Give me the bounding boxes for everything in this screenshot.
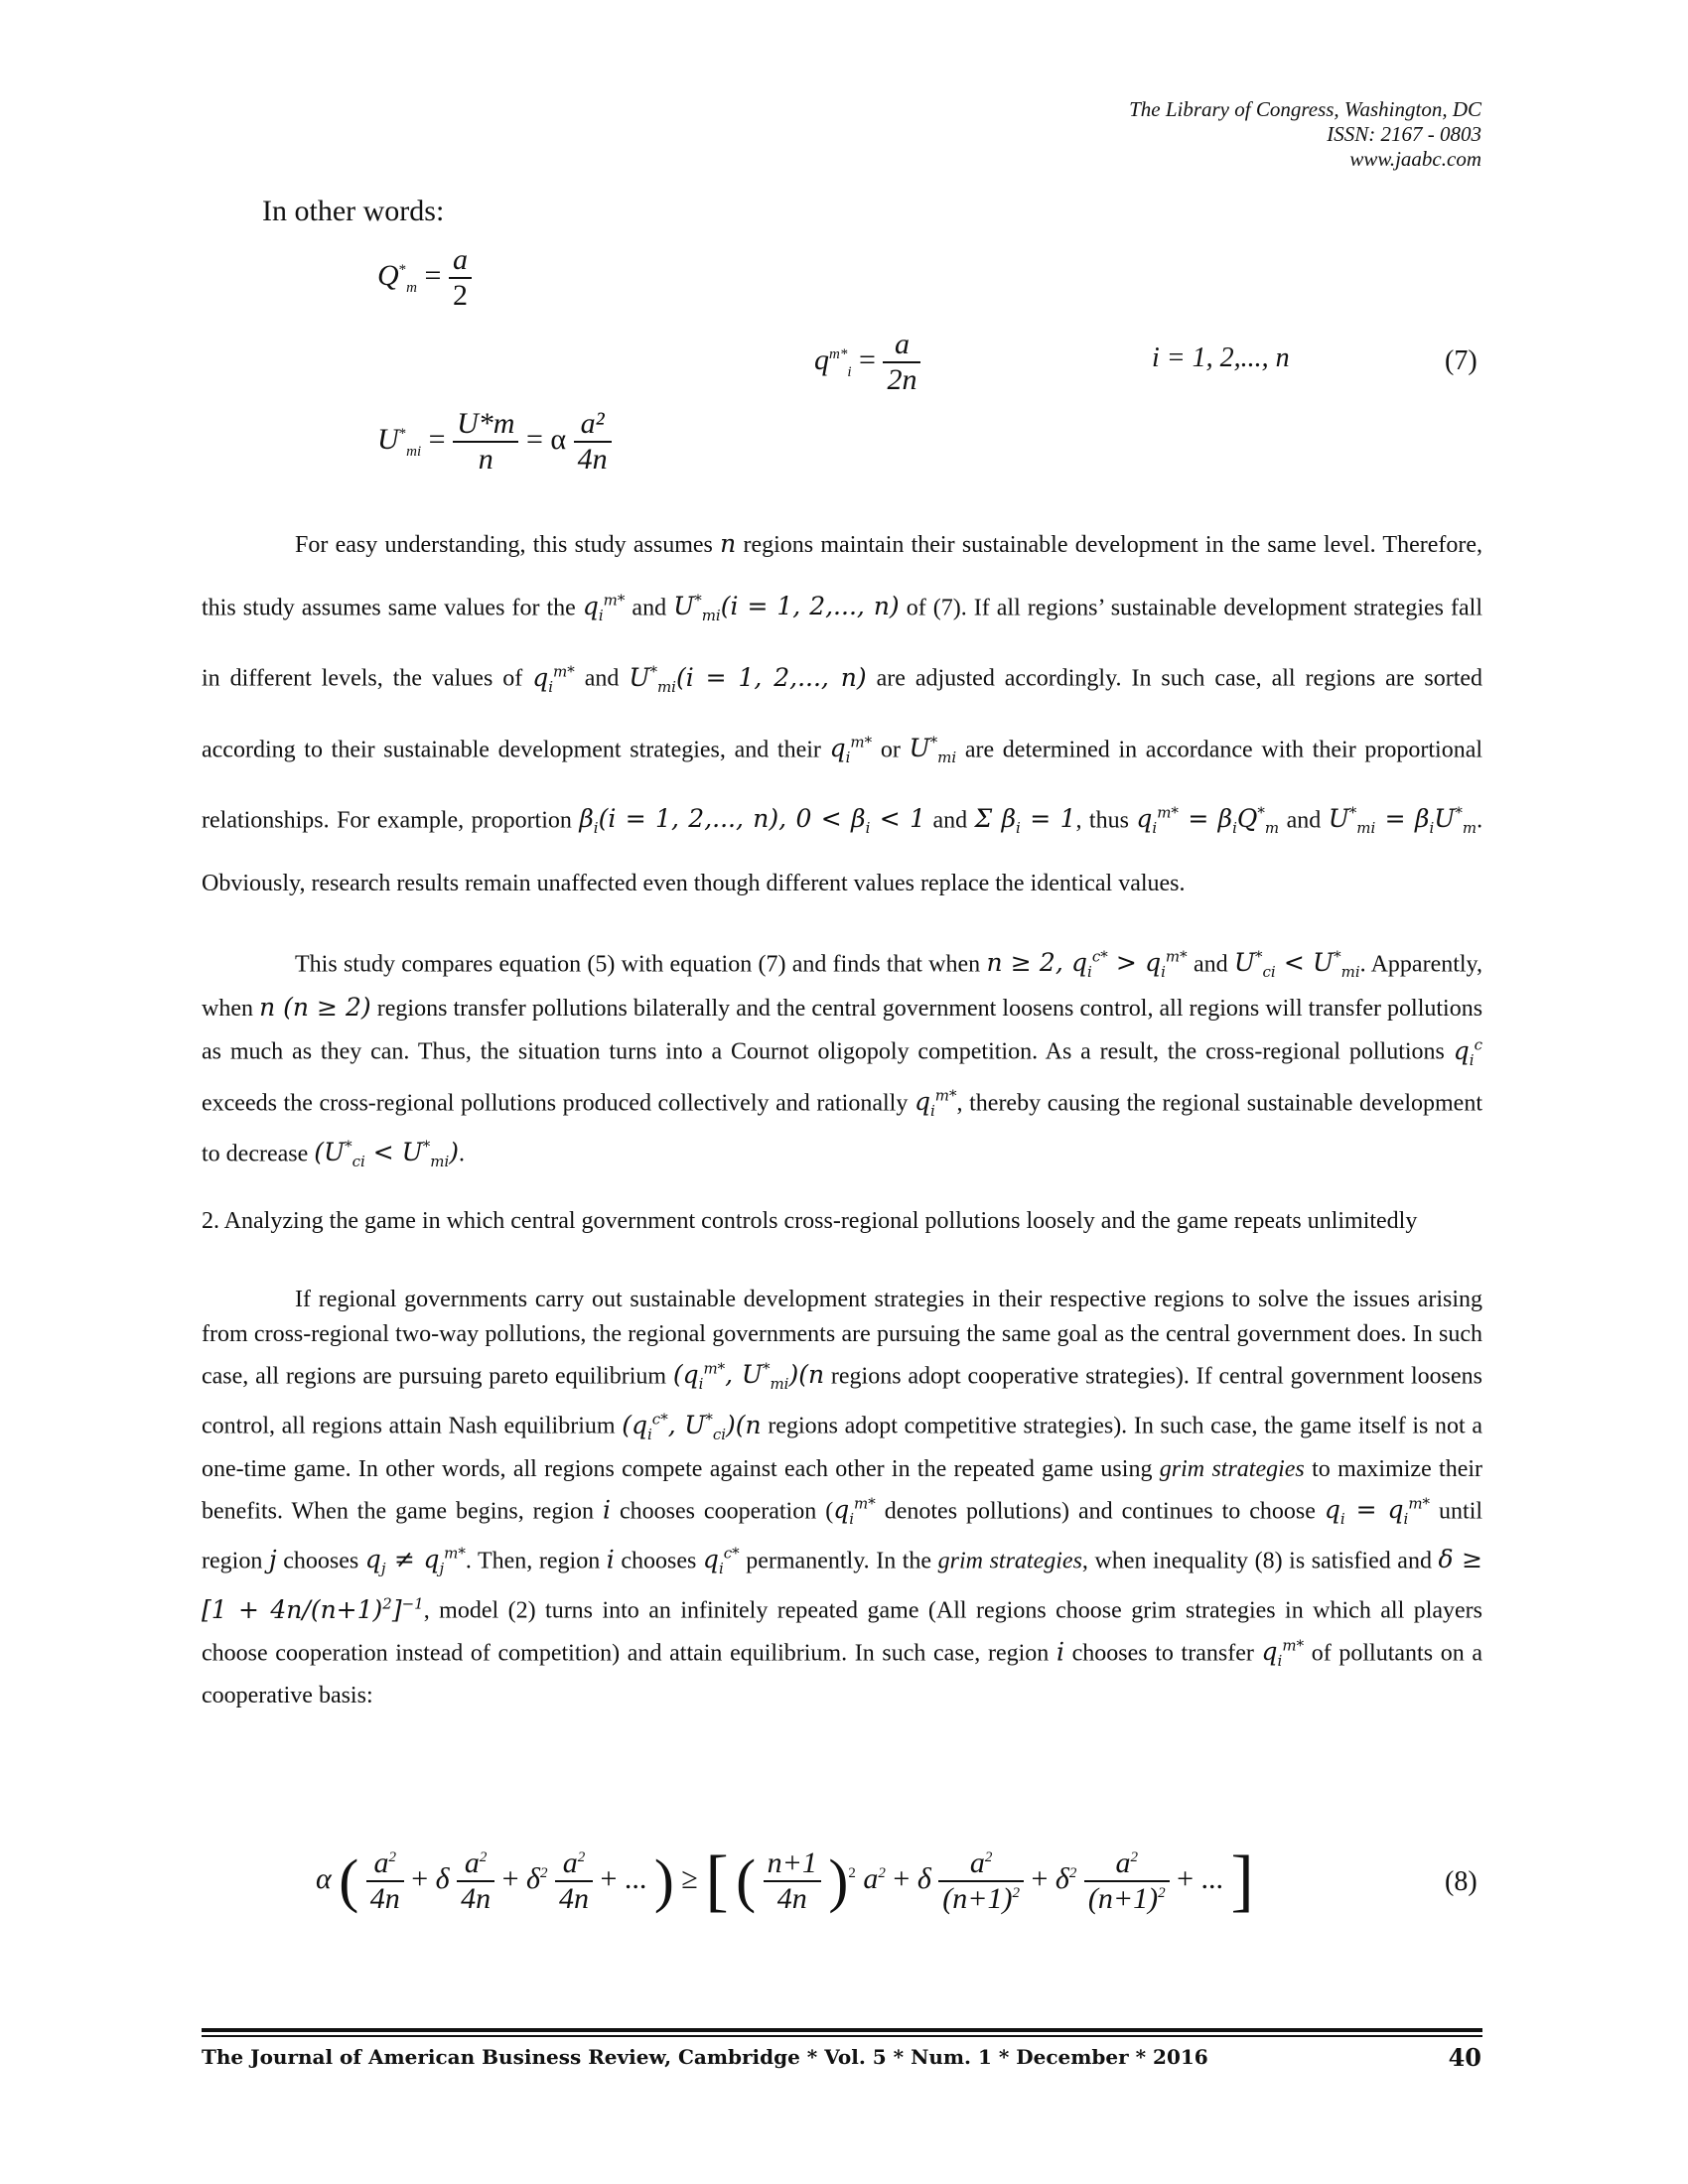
equation-number-8: (8) <box>1445 1866 1477 1897</box>
intro-text: In other words: <box>262 195 445 227</box>
section-heading: 2. Analyzing the game in which central government controls cross-regional pollutions loosely and the game repeats unlimitedly <box>202 1208 1418 1234</box>
header-library: The Library of Congress, Washington, DC <box>1129 97 1481 121</box>
paragraph-grim-strategies: If regional governments carry out sustainable development strategies in their respective regions to solve the issues arising from cross-regional two-way pollutions, the regional governments are pursuing the same goal as the central government does. In such case, all regions are pursuing pareto equilibrium ($q_i^{m*}$, $U^*_{mi})(n$ regions adopt cooperative strategies). If central government loosens control, all regions attain Nash equilibrium ($q_i^{c*}$, $U^*_{ci})(n$ regions adopt competitive strategies). In such case, the game itself is not a one-time game. In other words, all regions compete against each other in the repeated game using grim strategies to maximize their benefits. When the game begins, region i chooses cooperation ($q_i^{m*}$ denotes pollutions) and continues to choose $q_i = q_i^{m*}$ until region j chooses $q_j \ne q_j^{m*}$. Then, region i chooses $q_i^{c*}$ permanently. In the grim strategies, when inequality (8) is satisfied and $\delta \ge [1 + 4n/(n+1)^2]^{-1}$, model (2) turns into an infinitely repeated game (All regions choose grim strategies in which all players choose cooperation instead of competition) and attain equilibrium. In such case, region i chooses to transfer $q_i^{m*}$ of pollutants on a cooperative basis: <box>202 1287 1483 1708</box>
header-issn: ISSN: 2167 - 0803 <box>1327 122 1481 146</box>
equation-8: α ( $\frac{a^2}{4n}$ + δ $\frac{a^2}{4n}$ + $\delta^2$ $\frac{a^2}{4n}$ + ... ) ≥ [ ( $\frac{n+1}{4n}$ )$^2$ $a^2 + \delta$ $\frac{a^2}{(n+1)^2}$ + $\delta^2$ $\frac{a^2}{(n+1)^2}$ + ... ] <box>316 1843 1254 1919</box>
equation-Umi: $U^*_{mi}$ = $\frac{U*m}{n}$ = α $\frac{\text{a²}}{4n}$ <box>377 407 612 477</box>
footer-rule-thin <box>202 2035 1482 2037</box>
paragraph-comparison: This study compares equation (5) with equation (7) and finds that when n ≥ 2, $q_i^{c*} > q_i^{m*}$ and $U^*_{ci} < U^*_{mi}$. Apparently, when n (n ≥ 2) regions transfer pollutions bilaterally and the central government loosens control, all regions will transfer pollutions as much as they can. Thus, the situation turns into a Cournot oligopoly competition. As a result, the cross-regional pollutions $q_i^c$ exceeds the cross-regional pollutions produced collectively and rationally $q_i^{m*}$, thereby causing the regional sustainable development to decrease $(U^*_{ci} < U^*_{mi})$. <box>202 948 1483 1171</box>
footer-journal: The Journal of American Business Review, Cambridge * Vol. 5 * Num. 1 * December * 2016 <box>202 2045 1208 2069</box>
paragraph-assumptions: For easy understanding, this study assumes n regions maintain their sustainable development in the same level. Therefore, this study assumes same values for the $q_i^{m*}$ and $U^*_{mi}(i = 1$, 2,..., n) of (7). If all regions’ sustainable development strategies fall in different levels, the values of $q_i^{m*}$ and $U^*_{mi}(i = 1$, 2,..., n) are adjusted accordingly. In such case, all regions are sorted according to their sustainable development strategies, and their $q_i^{m*}$ or $U^*_{mi}$ are determined in accordance with their proportional relationships. For example, proportion $\beta_i(i = 1$, 2,..., n), $0 < \beta_i < 1$ and Σ $\beta_i = 1$, thus $q_i^{m*} = \beta_iQ^*_m$ and $U^*_{mi} = \beta_iU^*_m$. Obviously, research results remain unaffected even though different values replace the identical values. <box>202 529 1483 897</box>
header-url: www.jaabc.com <box>1349 147 1481 171</box>
journal-header <box>1129 97 1481 172</box>
equation-index-range: i = 1, 2,..., n <box>1152 342 1290 373</box>
equation-number-7: (7) <box>1445 345 1477 376</box>
equation-Qm: $Q^*_m$ = $\frac{a}{2}$ <box>377 243 472 313</box>
footer-rule-thick <box>202 2028 1482 2032</box>
page-number: 40 <box>1448 2043 1481 2072</box>
equation-qim: $q^{m*}_i$ = $\frac{a}{2n}$ <box>814 328 920 397</box>
